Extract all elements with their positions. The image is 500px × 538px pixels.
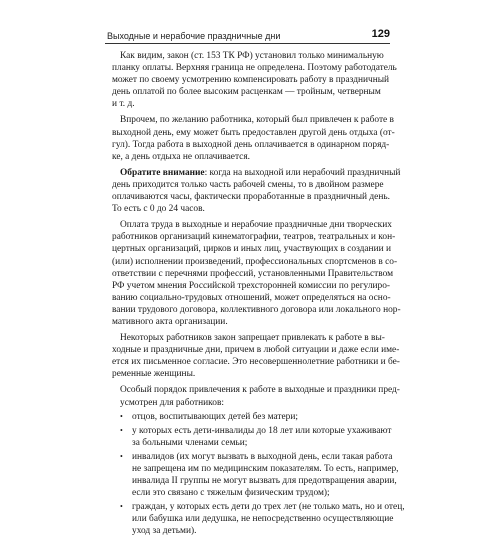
text-line: Некоторых работников закон запрещает привлекать к работе в вы- [120,333,385,344]
text-line: вании трудового договора, коллективного договора или локального нор- [112,304,401,315]
paragraph-6 [112,384,400,408]
text-line: мативного акта организации. [112,316,228,327]
bullet-icon: • [120,502,123,512]
note-label: Обратите внимание [120,167,205,178]
list-item-text: или бабушка или дедушка, не непосредственно осуществляющие [132,514,394,525]
text-line: ке, а день отдыха не оплачивается. [112,151,250,162]
text-line: день приходится только часть рабочей смены, то в двойном размере [112,179,384,190]
list-item [112,501,405,537]
text-line: выходной день, ему может быть предоставлен другой день отдыха (от- [112,127,395,138]
text-line: Оплата труда в выходные и нерабочие праздничные дни творческих [120,220,392,231]
list-item-text: если это связано с тяжелым физическим трудом); [132,488,330,499]
header-rule [105,43,390,44]
text-line [112,167,401,179]
text-line: оплачиваются часы, фактически проработанные в праздничный день. [112,192,390,203]
text-line: Впрочем, по желанию работника, который был привлечен к работе в [120,115,394,126]
paragraph-3 [112,167,401,215]
text-line: ответствии с перечнями профессий, установленными Правительством [112,268,394,279]
list-item-text: инвалида II группы не могут вызвать для предотвращения аварии, [132,476,397,487]
list-item-text: не запрещена им по медицинским показателям. То есть, например, [132,464,399,474]
text-line: усмотрен для работников: [120,397,224,408]
text-line: день оплатой по более высоким расценкам — тройным, четверным [112,87,381,98]
text-line: Особый порядок привлечения к работе в выходные и праздники пред- [120,385,400,396]
text-line: ется их письменное согласие. Это несовершеннолетние работники и бе- [112,357,400,368]
text-line: и т. д. [112,99,135,110]
list-item [112,425,392,449]
list-item [112,451,399,499]
paragraph-5 [112,332,400,380]
text-line: (или) исполнении произведений, профессиональных спортсменов в со- [112,256,398,267]
text-line: цертных организаций, цирков и иных лиц, участвующих в создании и [112,244,391,255]
paragraph-4 [112,219,401,328]
list-item-text: за больными членами семьи; [132,437,248,448]
page-number: 129 [371,28,390,40]
text-line: РФ учетом мнения Российской трехсторонней комиссии по регулиро- [112,280,391,291]
paragraph-2 [112,114,395,162]
list-item-text: уход за детьми). [132,526,197,537]
bullet-icon: • [120,411,123,421]
text-line: может по своему усмотрению компенсировать работу в праздничный [112,75,390,86]
paragraph-1 [112,50,397,110]
list-item-text: у которых есть дети-инвалиды до 18 лет или которые ухаживают [132,425,392,436]
header-title: Выходные и нерабочие праздничные дни [107,31,281,41]
running-header [105,29,390,43]
text-line: Как видим, закон (ст. 153 ТК РФ) установил только минимальную [120,51,384,61]
list-item-text: граждан, у которых есть дети до трех лет (не только мать, но и отец, [132,502,405,513]
text-line: ременные женщины. [112,369,196,380]
text-line: ходные и праздничные дни, причем в любой ситуации и даже если име- [112,345,400,356]
text-line: работников организаций кинематографии, театров, театральных и кон- [112,232,396,243]
text-line: гул). Тогда работа в выходной день оплачивается в одинарном поряд- [112,139,390,150]
note-text: : когда на выходной или нерабочий праздничный [204,167,401,178]
text-line: ванию социально-трудовых отношений, может определяться на осно- [112,292,391,303]
list-item-text: инвалидов (их могут вызвать в выходной день, если такая работа [132,451,393,462]
list-item [112,411,392,423]
bullet-icon: • [120,425,123,435]
text-line: планку оплаты. Верхняя граница не определена. Поэтому работодатель [112,63,397,74]
body-text [112,50,405,538]
text-line: То есть с 0 до 24 часов. [112,204,205,215]
list-item-text: отцов, воспитывающих детей без матери; [132,411,298,422]
bullet-icon: • [120,451,123,461]
bullet-list [112,411,405,538]
